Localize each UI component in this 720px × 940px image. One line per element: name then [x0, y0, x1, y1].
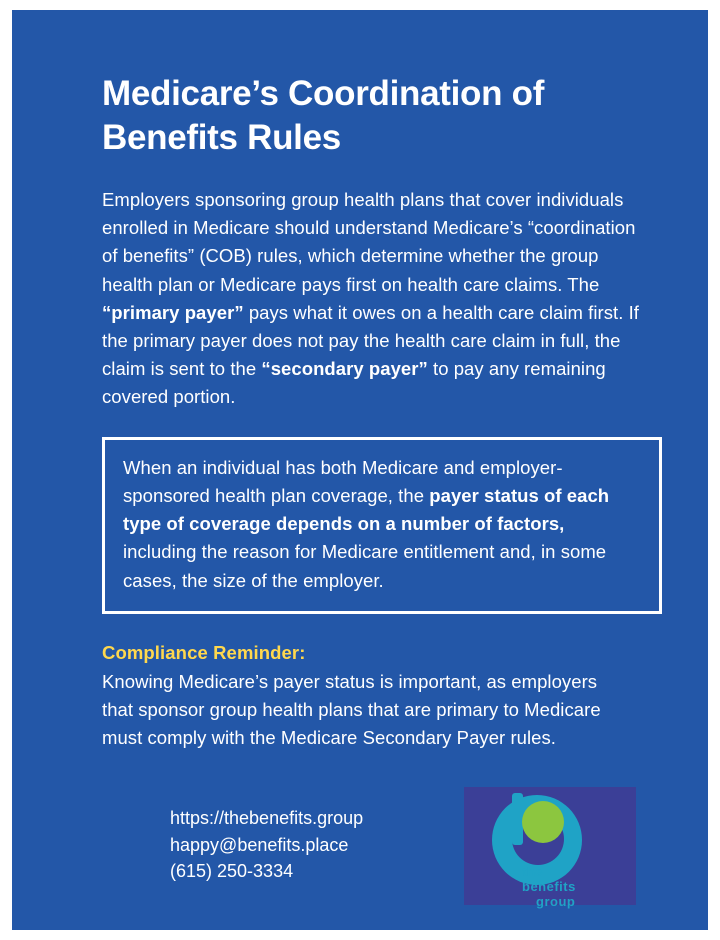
callout-text-tail: including the reason for Medicare entitlement and, in some cases, the size of the employer.	[123, 541, 607, 591]
logo-line-2: benefits	[522, 878, 576, 894]
contact-email[interactable]: happy@benefits.place	[170, 834, 349, 855]
callout-paragraph	[123, 454, 641, 595]
intro-text-part-1: Employers sponsoring group health plans that cover individuals enrolled in Medicare should understand Medicare’s “coordination of benefits” (COB) rules, which determine whether the group health plan or Medicare pays first on health care claims. The	[102, 189, 636, 295]
flyer-page	[12, 10, 708, 930]
intro-text-part-2: pays what it owes on a health care claim first. If the primary payer does not pay the health care claim in full, the claim is sent to the	[102, 301, 639, 379]
logo-line-1: the	[522, 864, 543, 879]
compliance-reminder-heading: Compliance Reminder:	[102, 641, 306, 663]
contact-block	[170, 805, 363, 885]
company-logo	[464, 787, 636, 909]
page-title: Medicare’s Coordination of Benefits Rules	[102, 74, 545, 158]
intro-text-part-3: to pay any remaining covered portion.	[102, 357, 606, 407]
contact-phone: (615) 250-3334	[170, 861, 294, 882]
footer	[170, 805, 650, 915]
callout-text-bold: payer status of each type of coverage depends on a number of factors,	[123, 485, 610, 535]
content-column	[102, 72, 662, 752]
logo-dot-icon	[522, 801, 564, 843]
intro-bold-primary-payer: “primary payer”	[102, 301, 244, 323]
logo-wordmark	[522, 865, 576, 910]
contact-website[interactable]: https://thebenefits.group	[170, 808, 364, 828]
callout-text-lead: When an individual has both Medicare and employer-sponsored health plan coverage, the	[123, 457, 563, 507]
callout-box	[102, 437, 662, 614]
compliance-reminder-body: Knowing Medicare’s payer status is important, as employers that sponsor group health plans that are primary to Medicare must comply with the Medicare Secondary Payer rules.	[102, 670, 601, 748]
intro-paragraph	[102, 186, 647, 411]
logo-line-3: group	[536, 893, 576, 909]
intro-bold-secondary-payer: “secondary payer”	[261, 357, 428, 379]
